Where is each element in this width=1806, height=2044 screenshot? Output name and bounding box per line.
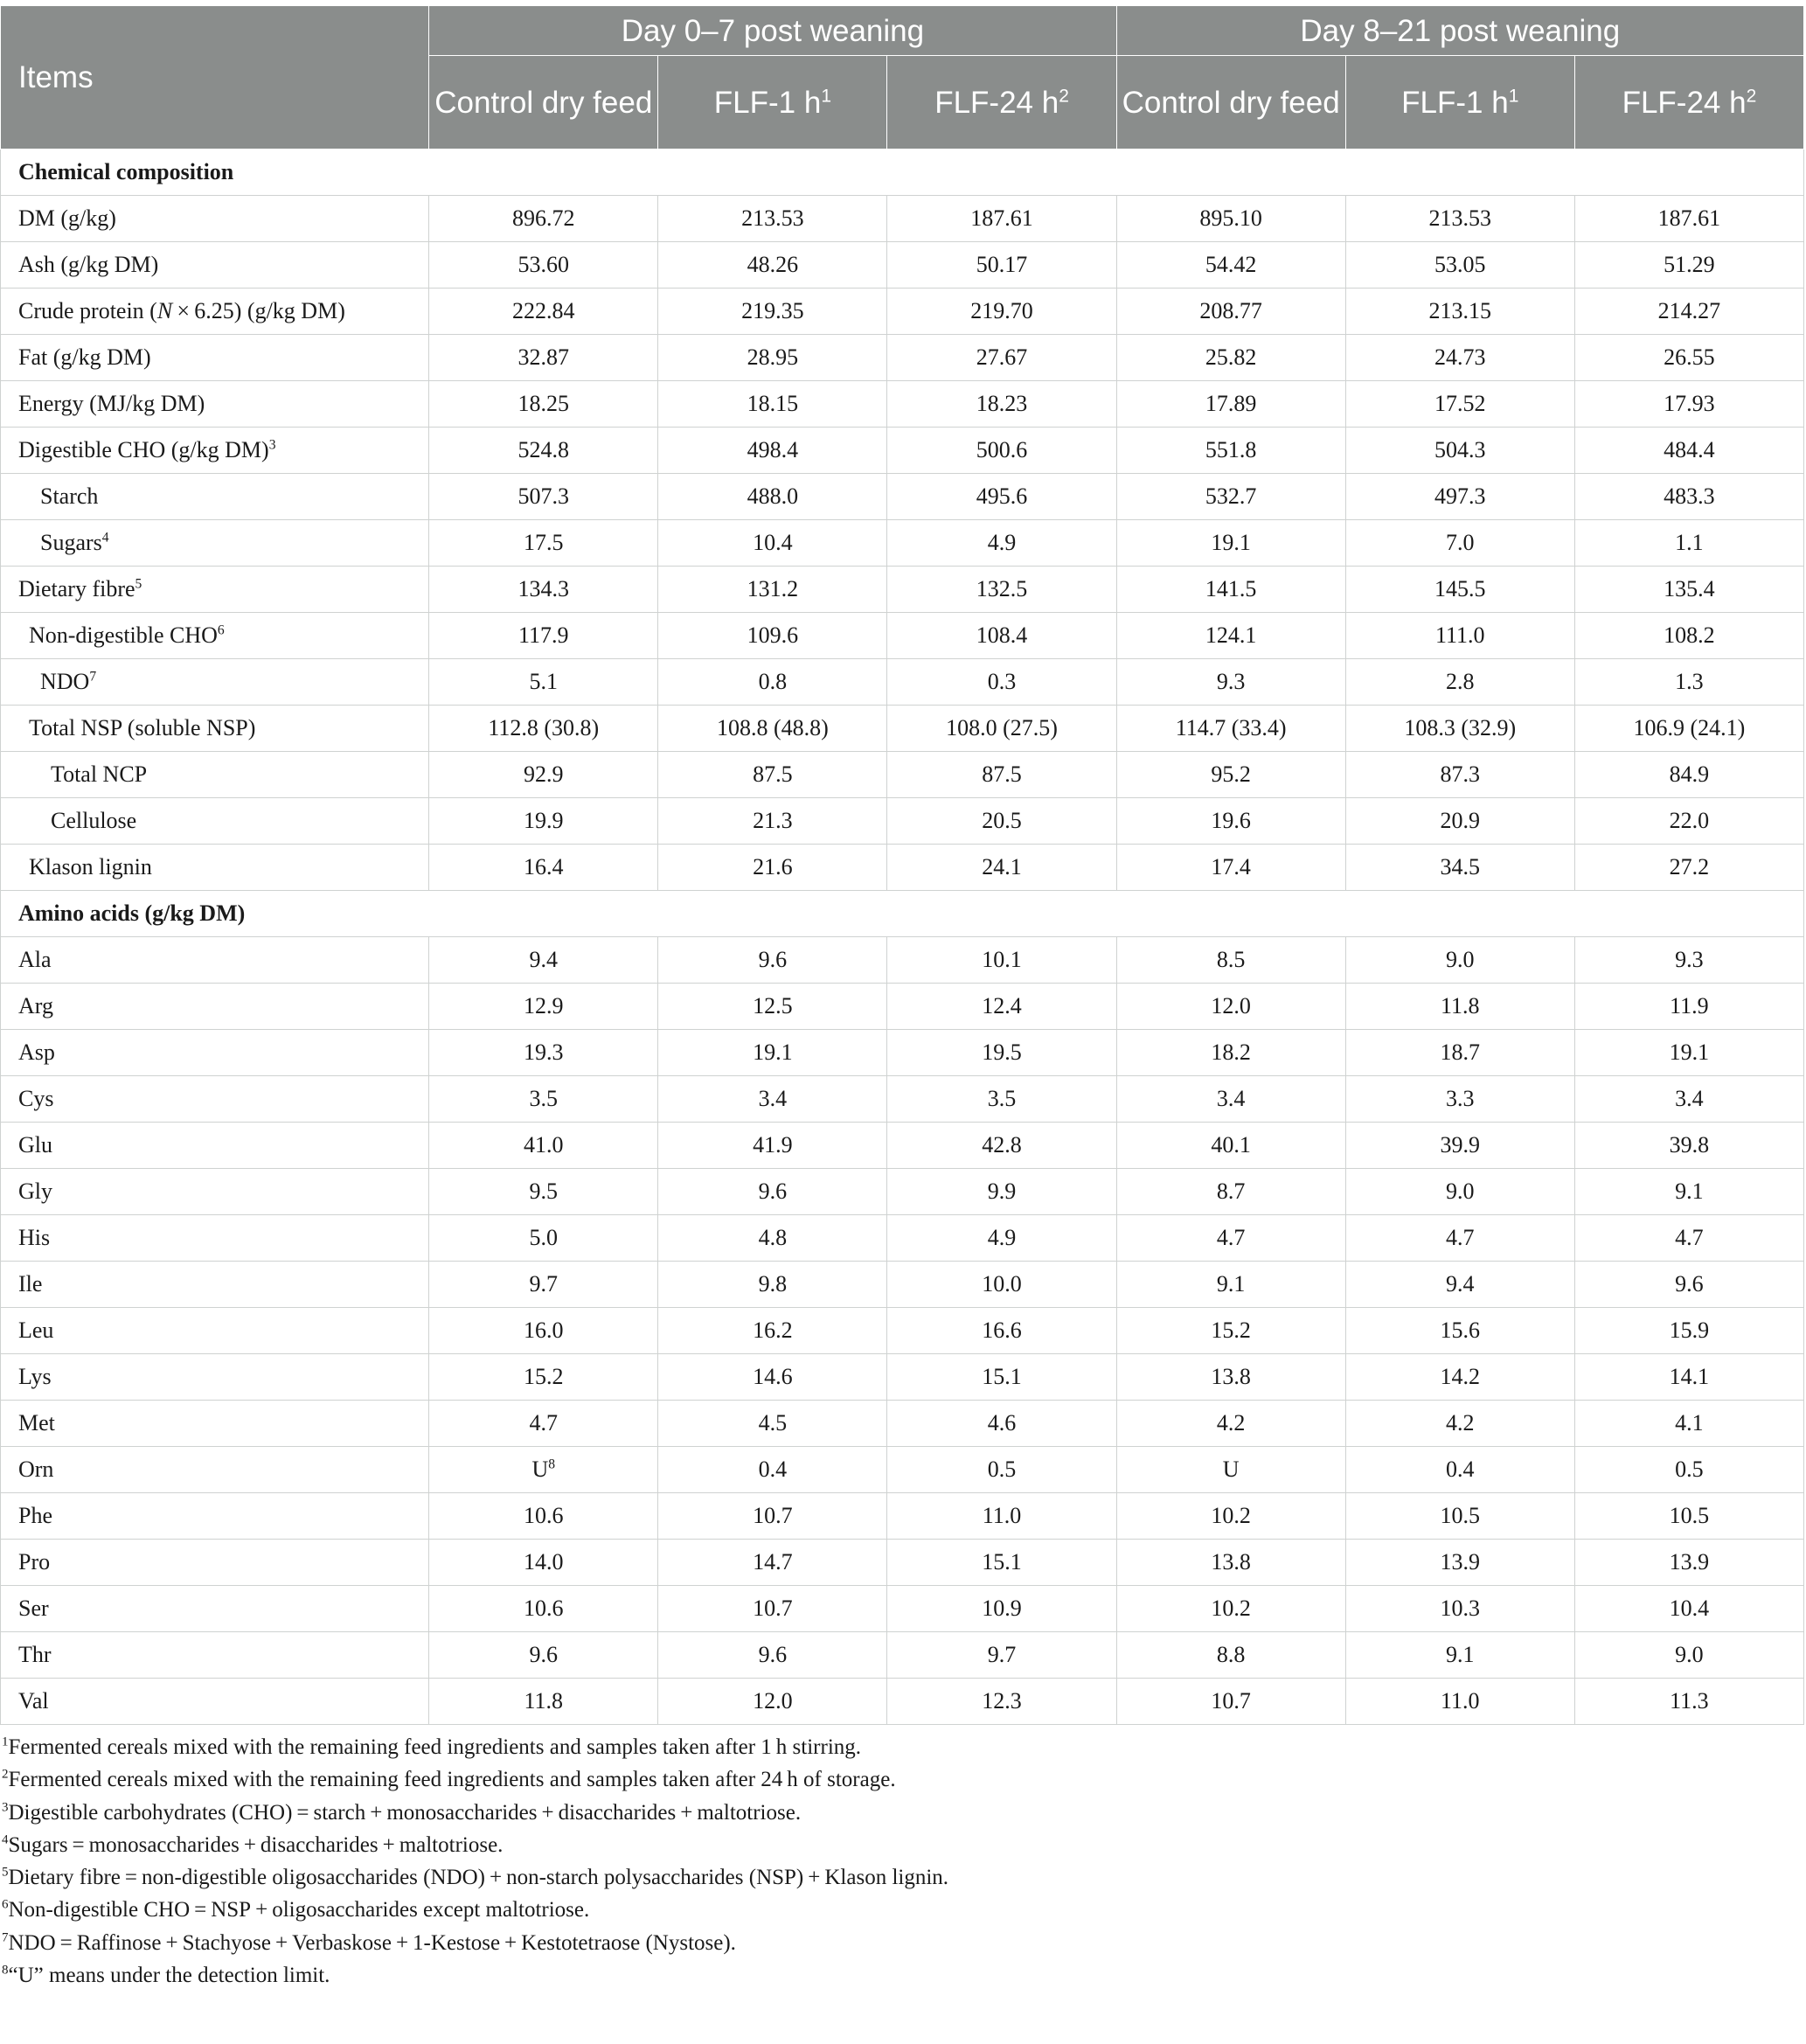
row-label: Pro bbox=[1, 1540, 429, 1586]
table-cell: 9.1 bbox=[1574, 1169, 1803, 1215]
table-cell: 488.0 bbox=[658, 474, 887, 520]
table-cell: 10.6 bbox=[429, 1493, 658, 1540]
table-cell: 7.0 bbox=[1345, 520, 1574, 567]
table-cell: 9.7 bbox=[429, 1262, 658, 1308]
table-cell: 131.2 bbox=[658, 567, 887, 613]
row-label: Lys bbox=[1, 1354, 429, 1401]
table-row bbox=[1, 1354, 1804, 1401]
table-cell: 8.5 bbox=[1116, 937, 1345, 984]
table-cell: 11.9 bbox=[1574, 984, 1803, 1030]
row-label: Dietary fibre$^5$ bbox=[1, 567, 429, 613]
table-cell: 18.2 bbox=[1116, 1030, 1345, 1076]
table-cell: 8.7 bbox=[1116, 1169, 1345, 1215]
table-row bbox=[1, 520, 1804, 567]
table-row bbox=[1, 613, 1804, 659]
table-cell: 20.5 bbox=[887, 798, 1116, 845]
table-cell: 4.9 bbox=[887, 1215, 1116, 1262]
table-cell: 3.3 bbox=[1345, 1076, 1574, 1123]
table-cell: 3.4 bbox=[1116, 1076, 1345, 1123]
table-cell: 9.5 bbox=[429, 1169, 658, 1215]
footnote: $^1$Fermented cereals mixed with the remaining feed ingredients and samples taken after 1 h stirring. bbox=[2, 1735, 862, 1759]
table-cell: 187.61 bbox=[887, 196, 1116, 242]
table-cell: 19.1 bbox=[658, 1030, 887, 1076]
table-cell: 3.4 bbox=[658, 1076, 887, 1123]
footnotes bbox=[0, 1731, 1806, 1992]
table-cell: 3.5 bbox=[429, 1076, 658, 1123]
table-cell: 42.8 bbox=[887, 1123, 1116, 1169]
col-header-flf24: FLF-24 $h^2$ bbox=[1574, 56, 1803, 149]
table-cell: 12.4 bbox=[887, 984, 1116, 1030]
table-row bbox=[1, 1169, 1804, 1215]
table-cell: 9.6 bbox=[429, 1632, 658, 1679]
table-cell: 9.0 bbox=[1345, 937, 1574, 984]
table-row bbox=[1, 196, 1804, 242]
table-cell: 208.77 bbox=[1116, 289, 1345, 335]
row-label: Ser bbox=[1, 1586, 429, 1632]
row-label: Ile bbox=[1, 1262, 429, 1308]
table-cell: 11.8 bbox=[429, 1679, 658, 1725]
items-header: Items bbox=[1, 6, 429, 149]
table-cell: 39.8 bbox=[1574, 1123, 1803, 1169]
table-container bbox=[0, 5, 1806, 1992]
table-row bbox=[1, 1540, 1804, 1586]
table-cell: 11.0 bbox=[1345, 1679, 1574, 1725]
row-label: Leu bbox=[1, 1308, 429, 1354]
table-cell: U bbox=[1116, 1447, 1345, 1493]
table-cell: 10.7 bbox=[658, 1493, 887, 1540]
table-cell: 27.2 bbox=[1574, 845, 1803, 891]
table-cell: 9.6 bbox=[658, 1632, 887, 1679]
table-cell: 896.72 bbox=[429, 196, 658, 242]
table-row bbox=[1, 474, 1804, 520]
table-cell: 16.0 bbox=[429, 1308, 658, 1354]
table-row bbox=[1, 567, 1804, 613]
table-cell: 4.6 bbox=[887, 1401, 1116, 1447]
table-cell: 10.1 bbox=[887, 937, 1116, 984]
section-row bbox=[1, 149, 1804, 196]
table-cell: 9.0 bbox=[1345, 1169, 1574, 1215]
table-cell: 524.8 bbox=[429, 428, 658, 474]
row-label: Fat (g/kg DM) bbox=[1, 335, 429, 381]
table-cell: 112.8 (30.8) bbox=[429, 706, 658, 752]
row-label: Cys bbox=[1, 1076, 429, 1123]
table-cell: 13.8 bbox=[1116, 1540, 1345, 1586]
table-cell: 22.0 bbox=[1574, 798, 1803, 845]
section-row bbox=[1, 891, 1804, 937]
table-cell: 17.89 bbox=[1116, 381, 1345, 428]
table-cell: 16.2 bbox=[658, 1308, 887, 1354]
table-cell: 0.3 bbox=[887, 659, 1116, 706]
table-cell: 109.6 bbox=[658, 613, 887, 659]
row-label: Thr bbox=[1, 1632, 429, 1679]
table-cell: 9.6 bbox=[1574, 1262, 1803, 1308]
table-cell: 50.17 bbox=[887, 242, 1116, 289]
table-cell: 21.3 bbox=[658, 798, 887, 845]
table-cell: 9.3 bbox=[1116, 659, 1345, 706]
table-cell: 18.25 bbox=[429, 381, 658, 428]
row-label: Asp bbox=[1, 1030, 429, 1076]
table-cell: 141.5 bbox=[1116, 567, 1345, 613]
table-cell: 504.3 bbox=[1345, 428, 1574, 474]
table-row bbox=[1, 706, 1804, 752]
table-cell: $U^8$ bbox=[429, 1447, 658, 1493]
table-cell: 87.5 bbox=[887, 752, 1116, 798]
row-label: Total NCP bbox=[1, 752, 429, 798]
table-cell: 28.95 bbox=[658, 335, 887, 381]
table-cell: 41.0 bbox=[429, 1123, 658, 1169]
table-cell: 25.82 bbox=[1116, 335, 1345, 381]
table-cell: 495.6 bbox=[887, 474, 1116, 520]
table-cell: 19.9 bbox=[429, 798, 658, 845]
table-cell: 84.9 bbox=[1574, 752, 1803, 798]
footnote: $^7$NDO = Raffinose + Stachyose + Verbaskose + 1-Kestose + Kestotetraose (Nystose). bbox=[2, 1930, 736, 1955]
col-header-control: Control dry feed bbox=[429, 56, 658, 149]
table-cell: 213.53 bbox=[658, 196, 887, 242]
table-cell: 10.3 bbox=[1345, 1586, 1574, 1632]
table-cell: 15.1 bbox=[887, 1540, 1116, 1586]
table-cell: 4.5 bbox=[658, 1401, 887, 1447]
table-cell: 24.73 bbox=[1345, 335, 1574, 381]
table-cell: 24.1 bbox=[887, 845, 1116, 891]
footnote: $^2$Fermented cereals mixed with the remaining feed ingredients and samples taken after 24 h of storage. bbox=[2, 1767, 896, 1792]
table-cell: 117.9 bbox=[429, 613, 658, 659]
table-row bbox=[1, 335, 1804, 381]
table-cell: 132.5 bbox=[887, 567, 1116, 613]
table-row bbox=[1, 289, 1804, 335]
table-cell: 108.0 (27.5) bbox=[887, 706, 1116, 752]
table-cell: 12.0 bbox=[1116, 984, 1345, 1030]
table-cell: 17.4 bbox=[1116, 845, 1345, 891]
table-cell: 16.4 bbox=[429, 845, 658, 891]
table-cell: 34.5 bbox=[1345, 845, 1574, 891]
row-label: Glu bbox=[1, 1123, 429, 1169]
table-cell: 3.5 bbox=[887, 1076, 1116, 1123]
table-cell: 15.1 bbox=[887, 1354, 1116, 1401]
row-label: Arg bbox=[1, 984, 429, 1030]
table-cell: 500.6 bbox=[887, 428, 1116, 474]
table-cell: 18.7 bbox=[1345, 1030, 1574, 1076]
row-label: Energy (MJ/kg DM) bbox=[1, 381, 429, 428]
table-cell: 1.1 bbox=[1574, 520, 1803, 567]
table-cell: 108.2 bbox=[1574, 613, 1803, 659]
table-cell: 17.93 bbox=[1574, 381, 1803, 428]
row-label: Orn bbox=[1, 1447, 429, 1493]
table-cell: 134.3 bbox=[429, 567, 658, 613]
table-cell: 108.4 bbox=[887, 613, 1116, 659]
row-label: Met bbox=[1, 1401, 429, 1447]
table-row bbox=[1, 1123, 1804, 1169]
table-cell: 53.05 bbox=[1345, 242, 1574, 289]
table-cell: 11.0 bbox=[887, 1493, 1116, 1540]
table-cell: 19.1 bbox=[1116, 520, 1345, 567]
col-header-control: Control dry feed bbox=[1116, 56, 1345, 149]
table-cell: 87.3 bbox=[1345, 752, 1574, 798]
table-row bbox=[1, 1030, 1804, 1076]
table-cell: 15.9 bbox=[1574, 1308, 1803, 1354]
table-cell: 0.4 bbox=[1345, 1447, 1574, 1493]
table-cell: 19.3 bbox=[429, 1030, 658, 1076]
table-cell: 111.0 bbox=[1345, 613, 1574, 659]
table-cell: 10.7 bbox=[1116, 1679, 1345, 1725]
table-row bbox=[1, 242, 1804, 289]
table-cell: 10.5 bbox=[1574, 1493, 1803, 1540]
table-cell: 17.5 bbox=[429, 520, 658, 567]
table-cell: 8.8 bbox=[1116, 1632, 1345, 1679]
table-cell: 9.9 bbox=[887, 1169, 1116, 1215]
table-row bbox=[1, 428, 1804, 474]
table-cell: 9.6 bbox=[658, 937, 887, 984]
table-cell: 4.2 bbox=[1116, 1401, 1345, 1447]
table-row bbox=[1, 1215, 1804, 1262]
table-cell: 4.1 bbox=[1574, 1401, 1803, 1447]
row-label: NDO$^7$ bbox=[1, 659, 429, 706]
table-row bbox=[1, 1308, 1804, 1354]
table-cell: 213.15 bbox=[1345, 289, 1574, 335]
table-cell: 3.4 bbox=[1574, 1076, 1803, 1123]
table-cell: 1.3 bbox=[1574, 659, 1803, 706]
table-cell: 0.5 bbox=[887, 1447, 1116, 1493]
row-label: Sugars$^4$ bbox=[1, 520, 429, 567]
table-cell: 0.8 bbox=[658, 659, 887, 706]
table-cell: 0.4 bbox=[658, 1447, 887, 1493]
table-cell: 484.4 bbox=[1574, 428, 1803, 474]
section-title: Amino acids (g/kg DM) bbox=[1, 891, 1804, 937]
table-cell: 11.8 bbox=[1345, 984, 1574, 1030]
table-cell: 17.52 bbox=[1345, 381, 1574, 428]
table-row bbox=[1, 1262, 1804, 1308]
table-cell: 10.2 bbox=[1116, 1493, 1345, 1540]
table-cell: 213.53 bbox=[1345, 196, 1574, 242]
table-row bbox=[1, 1493, 1804, 1540]
row-label: Ala bbox=[1, 937, 429, 984]
table-cell: 532.7 bbox=[1116, 474, 1345, 520]
table-cell: 12.9 bbox=[429, 984, 658, 1030]
table-cell: 11.3 bbox=[1574, 1679, 1803, 1725]
col-header-flf24: FLF-24 $h^2$ bbox=[887, 56, 1116, 149]
table-row bbox=[1, 659, 1804, 706]
table-cell: 19.1 bbox=[1574, 1030, 1803, 1076]
table-row bbox=[1, 845, 1804, 891]
table-cell: 87.5 bbox=[658, 752, 887, 798]
table-cell: 124.1 bbox=[1116, 613, 1345, 659]
table-row bbox=[1, 381, 1804, 428]
table-cell: 9.4 bbox=[429, 937, 658, 984]
table-cell: 10.7 bbox=[658, 1586, 887, 1632]
group-header-day8-21: Day 8–21 post weaning bbox=[1116, 6, 1803, 56]
table-cell: 551.8 bbox=[1116, 428, 1345, 474]
table-cell: 187.61 bbox=[1574, 196, 1803, 242]
table-cell: 15.6 bbox=[1345, 1308, 1574, 1354]
table-cell: 10.4 bbox=[658, 520, 887, 567]
row-label: Non-digestible CHO$^6$ bbox=[1, 613, 429, 659]
table-cell: 114.7 (33.4) bbox=[1116, 706, 1345, 752]
table-cell: 32.87 bbox=[429, 335, 658, 381]
table-row bbox=[1, 984, 1804, 1030]
table-cell: 14.7 bbox=[658, 1540, 887, 1586]
table-cell: 0.5 bbox=[1574, 1447, 1803, 1493]
table-cell: 9.6 bbox=[658, 1169, 887, 1215]
table-cell: 4.7 bbox=[1116, 1215, 1345, 1262]
table-cell: 12.3 bbox=[887, 1679, 1116, 1725]
table-cell: 507.3 bbox=[429, 474, 658, 520]
table-cell: 95.2 bbox=[1116, 752, 1345, 798]
table-cell: 18.23 bbox=[887, 381, 1116, 428]
row-label: Ash (g/kg DM) bbox=[1, 242, 429, 289]
row-label: His bbox=[1, 1215, 429, 1262]
footnote: $^8$“U” means under the detection limit. bbox=[2, 1963, 330, 1988]
table-row bbox=[1, 937, 1804, 984]
table-cell: 21.6 bbox=[658, 845, 887, 891]
table-cell: 20.9 bbox=[1345, 798, 1574, 845]
table-cell: 9.8 bbox=[658, 1262, 887, 1308]
table-cell: 10.4 bbox=[1574, 1586, 1803, 1632]
row-label: Phe bbox=[1, 1493, 429, 1540]
table-cell: 9.1 bbox=[1345, 1632, 1574, 1679]
table-cell: 53.60 bbox=[429, 242, 658, 289]
table-cell: 10.5 bbox=[1345, 1493, 1574, 1540]
table-cell: 4.2 bbox=[1345, 1401, 1574, 1447]
table-row bbox=[1, 1076, 1804, 1123]
table-cell: 497.3 bbox=[1345, 474, 1574, 520]
row-label: Val bbox=[1, 1679, 429, 1725]
table-cell: 4.7 bbox=[1345, 1215, 1574, 1262]
table-cell: 10.2 bbox=[1116, 1586, 1345, 1632]
col-header-flf1: FLF-1 $h^1$ bbox=[1345, 56, 1574, 149]
table-cell: 483.3 bbox=[1574, 474, 1803, 520]
table-cell: 5.0 bbox=[429, 1215, 658, 1262]
table-cell: 9.3 bbox=[1574, 937, 1803, 984]
table-row bbox=[1, 1447, 1804, 1493]
table-cell: 14.0 bbox=[429, 1540, 658, 1586]
row-label: Starch bbox=[1, 474, 429, 520]
table-cell: 10.0 bbox=[887, 1262, 1116, 1308]
table-cell: 4.7 bbox=[1574, 1215, 1803, 1262]
table-cell: 18.15 bbox=[658, 381, 887, 428]
table-cell: 27.67 bbox=[887, 335, 1116, 381]
table-cell: 219.35 bbox=[658, 289, 887, 335]
table-cell: 14.1 bbox=[1574, 1354, 1803, 1401]
table-cell: 9.7 bbox=[887, 1632, 1116, 1679]
table-header bbox=[1, 6, 1804, 149]
table-cell: 19.5 bbox=[887, 1030, 1116, 1076]
table-cell: 14.6 bbox=[658, 1354, 887, 1401]
table-row bbox=[1, 1632, 1804, 1679]
row-label: Cellulose bbox=[1, 798, 429, 845]
table-cell: 48.26 bbox=[658, 242, 887, 289]
feed-composition-table bbox=[0, 5, 1804, 1725]
table-cell: 10.6 bbox=[429, 1586, 658, 1632]
table-cell: 13.9 bbox=[1574, 1540, 1803, 1586]
footnote: $^5$Dietary fibre = non-digestible oligosaccharides (NDO) + non-starch polysaccharides (NSP) + Klason lignin. bbox=[2, 1865, 949, 1890]
row-label: DM (g/kg) bbox=[1, 196, 429, 242]
table-cell: 9.1 bbox=[1116, 1262, 1345, 1308]
table-cell: 15.2 bbox=[429, 1354, 658, 1401]
table-row bbox=[1, 1401, 1804, 1447]
table-cell: 219.70 bbox=[887, 289, 1116, 335]
table-cell: 13.8 bbox=[1116, 1354, 1345, 1401]
col-header-flf1: FLF-1 $h^1$ bbox=[658, 56, 887, 149]
row-label: Total NSP (soluble NSP) bbox=[1, 706, 429, 752]
table-cell: 106.9 (24.1) bbox=[1574, 706, 1803, 752]
table-cell: 9.0 bbox=[1574, 1632, 1803, 1679]
table-body bbox=[1, 149, 1804, 1725]
table-cell: 214.27 bbox=[1574, 289, 1803, 335]
table-cell: 16.6 bbox=[887, 1308, 1116, 1354]
row-label: Digestible CHO (g/kg DM)$^3$ bbox=[1, 428, 429, 474]
table-cell: 26.55 bbox=[1574, 335, 1803, 381]
table-cell: 498.4 bbox=[658, 428, 887, 474]
table-cell: 4.8 bbox=[658, 1215, 887, 1262]
row-label: Klason lignin bbox=[1, 845, 429, 891]
table-cell: 5.1 bbox=[429, 659, 658, 706]
footnote: $^6$Non-digestible CHO = NSP + oligosaccharides except maltotriose. bbox=[2, 1898, 590, 1922]
table-cell: 54.42 bbox=[1116, 242, 1345, 289]
table-cell: 39.9 bbox=[1345, 1123, 1574, 1169]
table-cell: 13.9 bbox=[1345, 1540, 1574, 1586]
table-cell: 4.7 bbox=[429, 1401, 658, 1447]
group-header-day0-7: Day 0–7 post weaning bbox=[429, 6, 1116, 56]
table-cell: 9.4 bbox=[1345, 1262, 1574, 1308]
table-cell: 15.2 bbox=[1116, 1308, 1345, 1354]
table-cell: 10.9 bbox=[887, 1586, 1116, 1632]
table-cell: 108.3 (32.9) bbox=[1345, 706, 1574, 752]
table-cell: 41.9 bbox=[658, 1123, 887, 1169]
table-cell: 895.10 bbox=[1116, 196, 1345, 242]
table-cell: 19.6 bbox=[1116, 798, 1345, 845]
table-cell: 51.29 bbox=[1574, 242, 1803, 289]
table-row bbox=[1, 752, 1804, 798]
table-cell: 12.0 bbox=[658, 1679, 887, 1725]
row-label: Gly bbox=[1, 1169, 429, 1215]
table-cell: 92.9 bbox=[429, 752, 658, 798]
section-title: Chemical composition bbox=[1, 149, 1804, 196]
table-row bbox=[1, 1679, 1804, 1725]
row-label: Crude protein (N × 6.25) (g/kg DM) bbox=[1, 289, 429, 335]
table-cell: 14.2 bbox=[1345, 1354, 1574, 1401]
table-cell: 108.8 (48.8) bbox=[658, 706, 887, 752]
table-cell: 2.8 bbox=[1345, 659, 1574, 706]
table-cell: 145.5 bbox=[1345, 567, 1574, 613]
table-cell: 12.5 bbox=[658, 984, 887, 1030]
footnote: $^4$Sugars = monosaccharides + disaccharides + maltotriose. bbox=[2, 1832, 504, 1857]
table-cell: 135.4 bbox=[1574, 567, 1803, 613]
table-cell: 4.9 bbox=[887, 520, 1116, 567]
footnote: $^3$Digestible carbohydrates (CHO) = starch + monosaccharides + disaccharides + maltotriose. bbox=[2, 1800, 802, 1825]
table-row bbox=[1, 1586, 1804, 1632]
table-cell: 40.1 bbox=[1116, 1123, 1345, 1169]
table-row bbox=[1, 798, 1804, 845]
table-cell: 222.84 bbox=[429, 289, 658, 335]
